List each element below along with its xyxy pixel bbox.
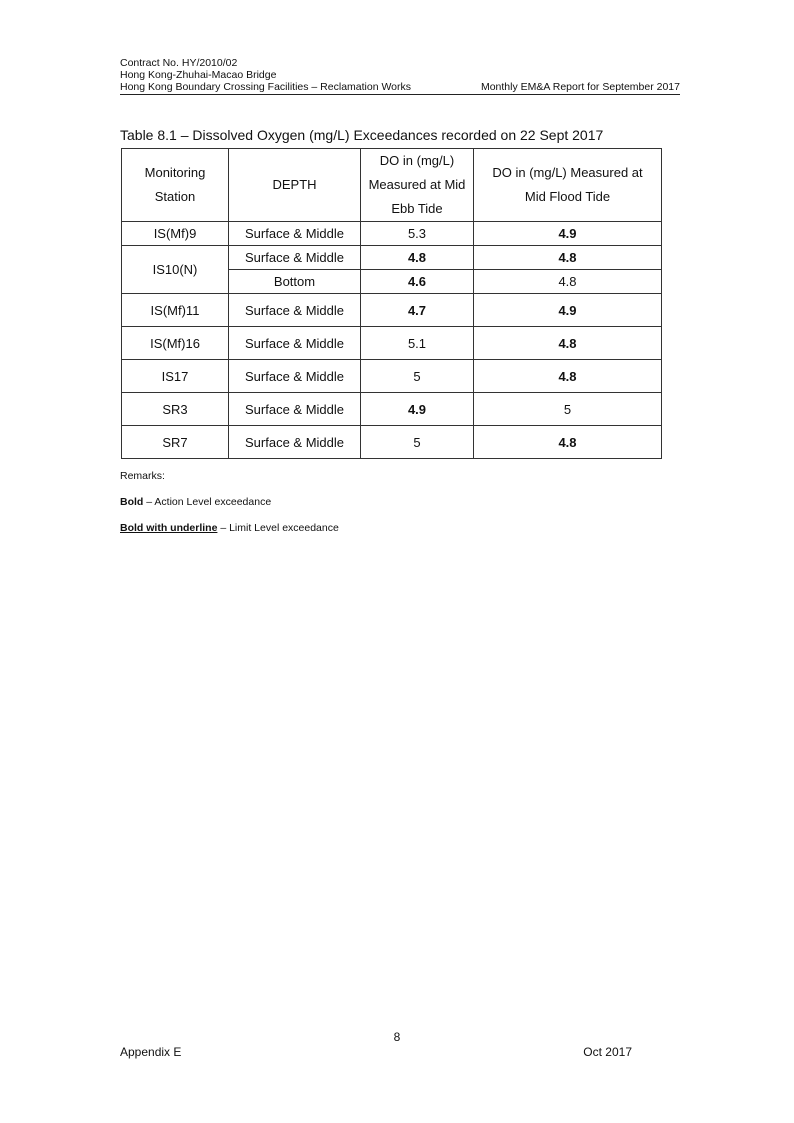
ebb-cell: 4.8 xyxy=(361,246,474,270)
header-flood xyxy=(474,149,662,222)
header-station-line2: Station xyxy=(154,189,196,204)
table-row xyxy=(122,222,662,246)
depth-cell: Surface & Middle xyxy=(229,393,361,426)
depth-cell: Surface & Middle xyxy=(229,327,361,360)
header-ebb xyxy=(361,149,474,222)
depth-cell: Bottom xyxy=(229,270,361,294)
header-flood-line1: DO in (mg/L) Measured at xyxy=(492,165,643,180)
depth-cell: Surface & Middle xyxy=(229,360,361,393)
flood-cell: 4.8 xyxy=(474,327,662,360)
station-cell: SR7 xyxy=(122,426,229,459)
ebb-cell: 5.1 xyxy=(361,327,474,360)
station-cell: IS(Mf)9 xyxy=(122,222,229,246)
ebb-cell: 4.7 xyxy=(361,294,474,327)
ebb-cell: 5.3 xyxy=(361,222,474,246)
flood-cell: 5 xyxy=(474,393,662,426)
footer-date: Oct 2017 xyxy=(583,1045,632,1059)
table-caption: Table 8.1 – Dissolved Oxygen (mg/L) Exceedances recorded on 22 Sept 2017 xyxy=(120,127,604,143)
header-row xyxy=(120,81,680,93)
contract-number: Contract No. HY/2010/02 xyxy=(120,57,238,69)
table-row xyxy=(122,294,662,327)
remark-bold-label: Bold xyxy=(120,496,144,508)
header-ebb-line3: Ebb Tide xyxy=(391,201,443,216)
ebb-cell: 5 xyxy=(361,360,474,393)
flood-cell: 4.8 xyxy=(474,246,662,270)
footer-appendix: Appendix E xyxy=(120,1045,182,1059)
station-cell: SR3 xyxy=(122,393,229,426)
works-name: Hong Kong Boundary Crossing Facilities – Reclamation Works xyxy=(120,81,412,93)
station-cell: IS10(N) xyxy=(122,246,229,294)
flood-cell: 4.8 xyxy=(474,270,662,294)
flood-cell: 4.9 xyxy=(474,294,662,327)
header-depth: DEPTH xyxy=(229,149,361,222)
remarks-title: Remarks: xyxy=(120,470,165,482)
header-ebb-line1: DO in (mg/L) xyxy=(379,153,455,168)
report-name: Monthly EM&A Report for September 2017 xyxy=(480,81,680,93)
station-cell: IS(Mf)11 xyxy=(122,294,229,327)
table-row xyxy=(122,246,662,270)
header-flood-line2: Mid Flood Tide xyxy=(524,189,611,204)
table-header-row xyxy=(122,149,662,222)
station-cell: IS(Mf)16 xyxy=(122,327,229,360)
remark-underline-label: Bold with underline xyxy=(120,522,218,534)
station-cell: IS17 xyxy=(122,360,229,393)
header-station-line1: Monitoring xyxy=(144,165,206,180)
header-ebb-line2: Measured at Mid xyxy=(368,177,466,192)
depth-cell: Surface & Middle xyxy=(229,426,361,459)
remark-underline-text: – Limit Level exceedance xyxy=(217,522,339,534)
table-row xyxy=(122,426,662,459)
remark-bold-text: – Action Level exceedance xyxy=(143,496,272,508)
do-exceedance-table xyxy=(121,148,662,459)
page-header xyxy=(120,57,680,93)
ebb-cell: 4.9 xyxy=(361,393,474,426)
flood-cell: 4.8 xyxy=(474,360,662,393)
depth-cell: Surface & Middle xyxy=(229,294,361,327)
header-station xyxy=(122,149,229,222)
header-divider xyxy=(120,94,680,95)
table-row xyxy=(122,327,662,360)
depth-cell: Surface & Middle xyxy=(229,222,361,246)
table-row xyxy=(122,360,662,393)
flood-cell: 4.8 xyxy=(474,426,662,459)
remark-action-level xyxy=(120,496,339,508)
table-row xyxy=(122,393,662,426)
ebb-cell: 5 xyxy=(361,426,474,459)
flood-cell: 4.9 xyxy=(474,222,662,246)
depth-cell: Surface & Middle xyxy=(229,246,361,270)
remark-limit-level xyxy=(120,522,339,534)
remarks xyxy=(120,470,339,548)
ebb-cell: 4.6 xyxy=(361,270,474,294)
page-number: 8 xyxy=(393,1030,401,1044)
project-name: Hong Kong-Zhuhai-Macao Bridge xyxy=(120,69,277,81)
